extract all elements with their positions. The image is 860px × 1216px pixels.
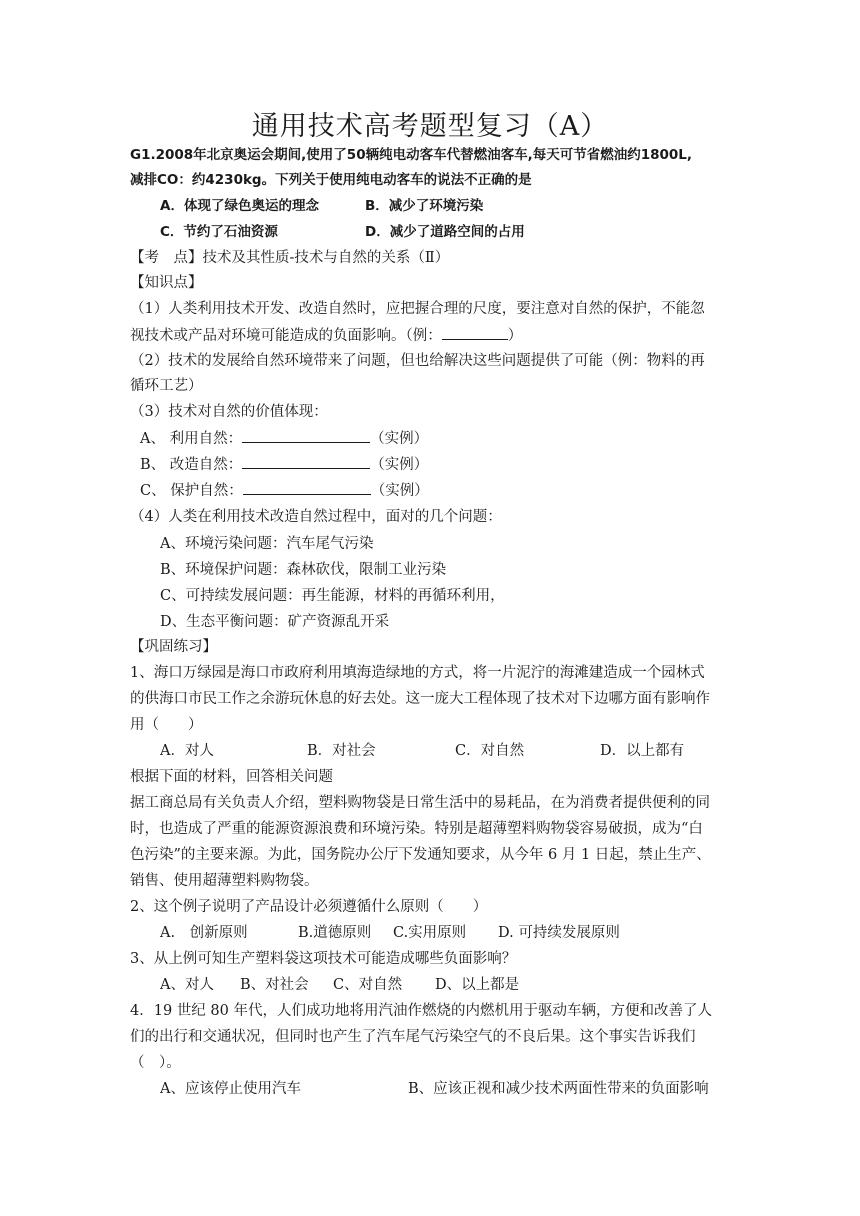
item-suffix: （实例） — [370, 457, 429, 473]
q3-stem: 3、从上例可知生产塑料袋这项技术可能造成哪些负面影响？ — [130, 951, 517, 967]
q2-option-c: C.实用原则 — [393, 925, 467, 941]
item-suffix: （实例） — [370, 483, 429, 499]
point-3-item-a — [140, 428, 428, 449]
item-label: B、 改造自然： — [140, 457, 243, 473]
q1-line-3: 用（ ） — [130, 717, 203, 733]
point-4-item-b: B、环境保护问题：森林砍伐，限制工业污染 — [160, 562, 447, 578]
point-4-item-d: D、生态平衡问题：矿产资源乱开采 — [160, 614, 390, 630]
q3-option-c: C、对自然 — [333, 977, 403, 993]
point-3-item-b — [140, 454, 428, 475]
material-line-3: 色污染”的主要来源。为此，国务院办公厅下发通知要求，从今年 6 月 1 日起，禁止生产、 — [130, 847, 711, 863]
kaodian-heading: 【考 点】技术及其性质-技术与自然的关系（Ⅱ） — [130, 250, 450, 266]
g1-stem-line-1: G1.2008年北京奥运会期间,使用了50辆纯电动客车代替燃油客车,每天可节省燃油约1800L, — [130, 147, 693, 163]
q1-option-c: C．对自然 — [455, 743, 525, 759]
q3-option-d: D、以上都是 — [435, 977, 520, 993]
item-label: C、 保护自然： — [140, 483, 243, 499]
q2-option-d: D. 可持续发展原则 — [498, 925, 620, 941]
g1-option-d: D．减少了道路空间的占用 — [365, 224, 525, 240]
q4-option-b: B、应该正视和减少技术两面性带来的负面影响 — [408, 1081, 709, 1097]
answer-blank[interactable] — [242, 454, 370, 469]
q4-line-1: 4．19 世纪 80 年代，人们成功地将用汽油作燃烧的内燃机用于驱动车辆，方便和改善了人 — [130, 1003, 712, 1019]
point-1-line-1: （1）人类利用技术开发、改造自然时，应把握合理的尺度，要注意对自然的保护，不能忽 — [130, 301, 705, 317]
q4-option-a: A、应该停止使用汽车 — [160, 1081, 301, 1097]
answer-blank[interactable] — [243, 480, 371, 495]
page-title: 通用技术高考题型复习（A） — [251, 111, 609, 142]
point-4-item-c: C、可持续发展问题：再生能源，材料的再循环利用， — [160, 588, 505, 604]
zhishidian-heading: 【知识点】 — [130, 275, 203, 291]
point-1-text: 视技术或产品对环境可能造成的负面影响。（例： — [130, 328, 442, 344]
point-1-close: ） — [507, 328, 523, 344]
g1-stem-line-2: 减排CO：约4230kg。下列关于使用纯电动客车的说法不正确的是 — [130, 172, 532, 188]
q1-option-a: A．对人 — [160, 743, 214, 759]
point-2-line-1: （2）技术的发展给自然环境带来了问题，但也给解决这些问题提供了可能（例：物料的再 — [130, 353, 705, 369]
point-1-line-2 — [130, 325, 522, 346]
g1-option-c: C．节约了石油资源 — [160, 224, 278, 240]
q2-option-b: B.道德原则 — [298, 925, 372, 941]
q2-stem: 2、这个例子说明了产品设计必须遵循什么原则（ ） — [130, 899, 488, 915]
point-4-item-a: A、环境污染问题：汽车尾气污染 — [160, 536, 374, 552]
q4-line-3: （ ）。 — [130, 1055, 181, 1071]
point-4-heading: （4）人类在利用技术改造自然过程中，面对的几个问题： — [130, 509, 502, 525]
material-line-2: 时，也造成了严重的能源资源浪费和环境污染。特别是超薄塑料购物袋容易破损，成为“白 — [130, 821, 703, 837]
material-intro: 根据下面的材料，回答相关问题 — [130, 769, 333, 785]
q1-option-d: D．以上都有 — [600, 743, 685, 759]
material-line-4: 销售、使用超薄塑料购物袋。 — [130, 873, 319, 889]
item-label: A、 利用自然： — [140, 431, 243, 447]
point-2-line-2: 循环工艺） — [130, 378, 203, 394]
answer-blank[interactable] — [242, 428, 370, 443]
q1-line-1: 1、海口万绿园是海口市政府利用填海造绿地的方式，将一片泥泞的海滩建造成一个园林式 — [130, 665, 705, 681]
material-line-1: 据工商总局有关负责人介绍，塑料购物袋是日常生活中的易耗品，在为消费者提供便利的同 — [130, 795, 710, 811]
item-suffix: （实例） — [370, 431, 429, 447]
answer-blank[interactable] — [442, 325, 508, 340]
q1-option-b: B．对社会 — [307, 743, 376, 759]
q2-option-a: A. 创新原则 — [160, 925, 248, 941]
point-3-heading: （3）技术对自然的价值体现： — [130, 404, 328, 420]
g1-option-b: B．减少了环境污染 — [365, 198, 484, 214]
q3-option-a: A、对人 — [160, 977, 214, 993]
q4-line-2: 们的出行和交通状况，但同时也产生了汽车尾气污染空气的不良后果。这个事实告诉我们 — [130, 1029, 696, 1045]
gonggu-heading: 【巩固练习】 — [130, 639, 217, 655]
point-3-item-c — [140, 480, 429, 501]
q3-option-b: B、对社会 — [240, 977, 309, 993]
g1-option-a: A．体现了绿色奥运的理念 — [160, 198, 319, 214]
q1-line-2: 的供海口市民工作之余游玩休息的好去处。这一庞大工程体现了技术对下边哪方面有影响作 — [130, 691, 710, 707]
